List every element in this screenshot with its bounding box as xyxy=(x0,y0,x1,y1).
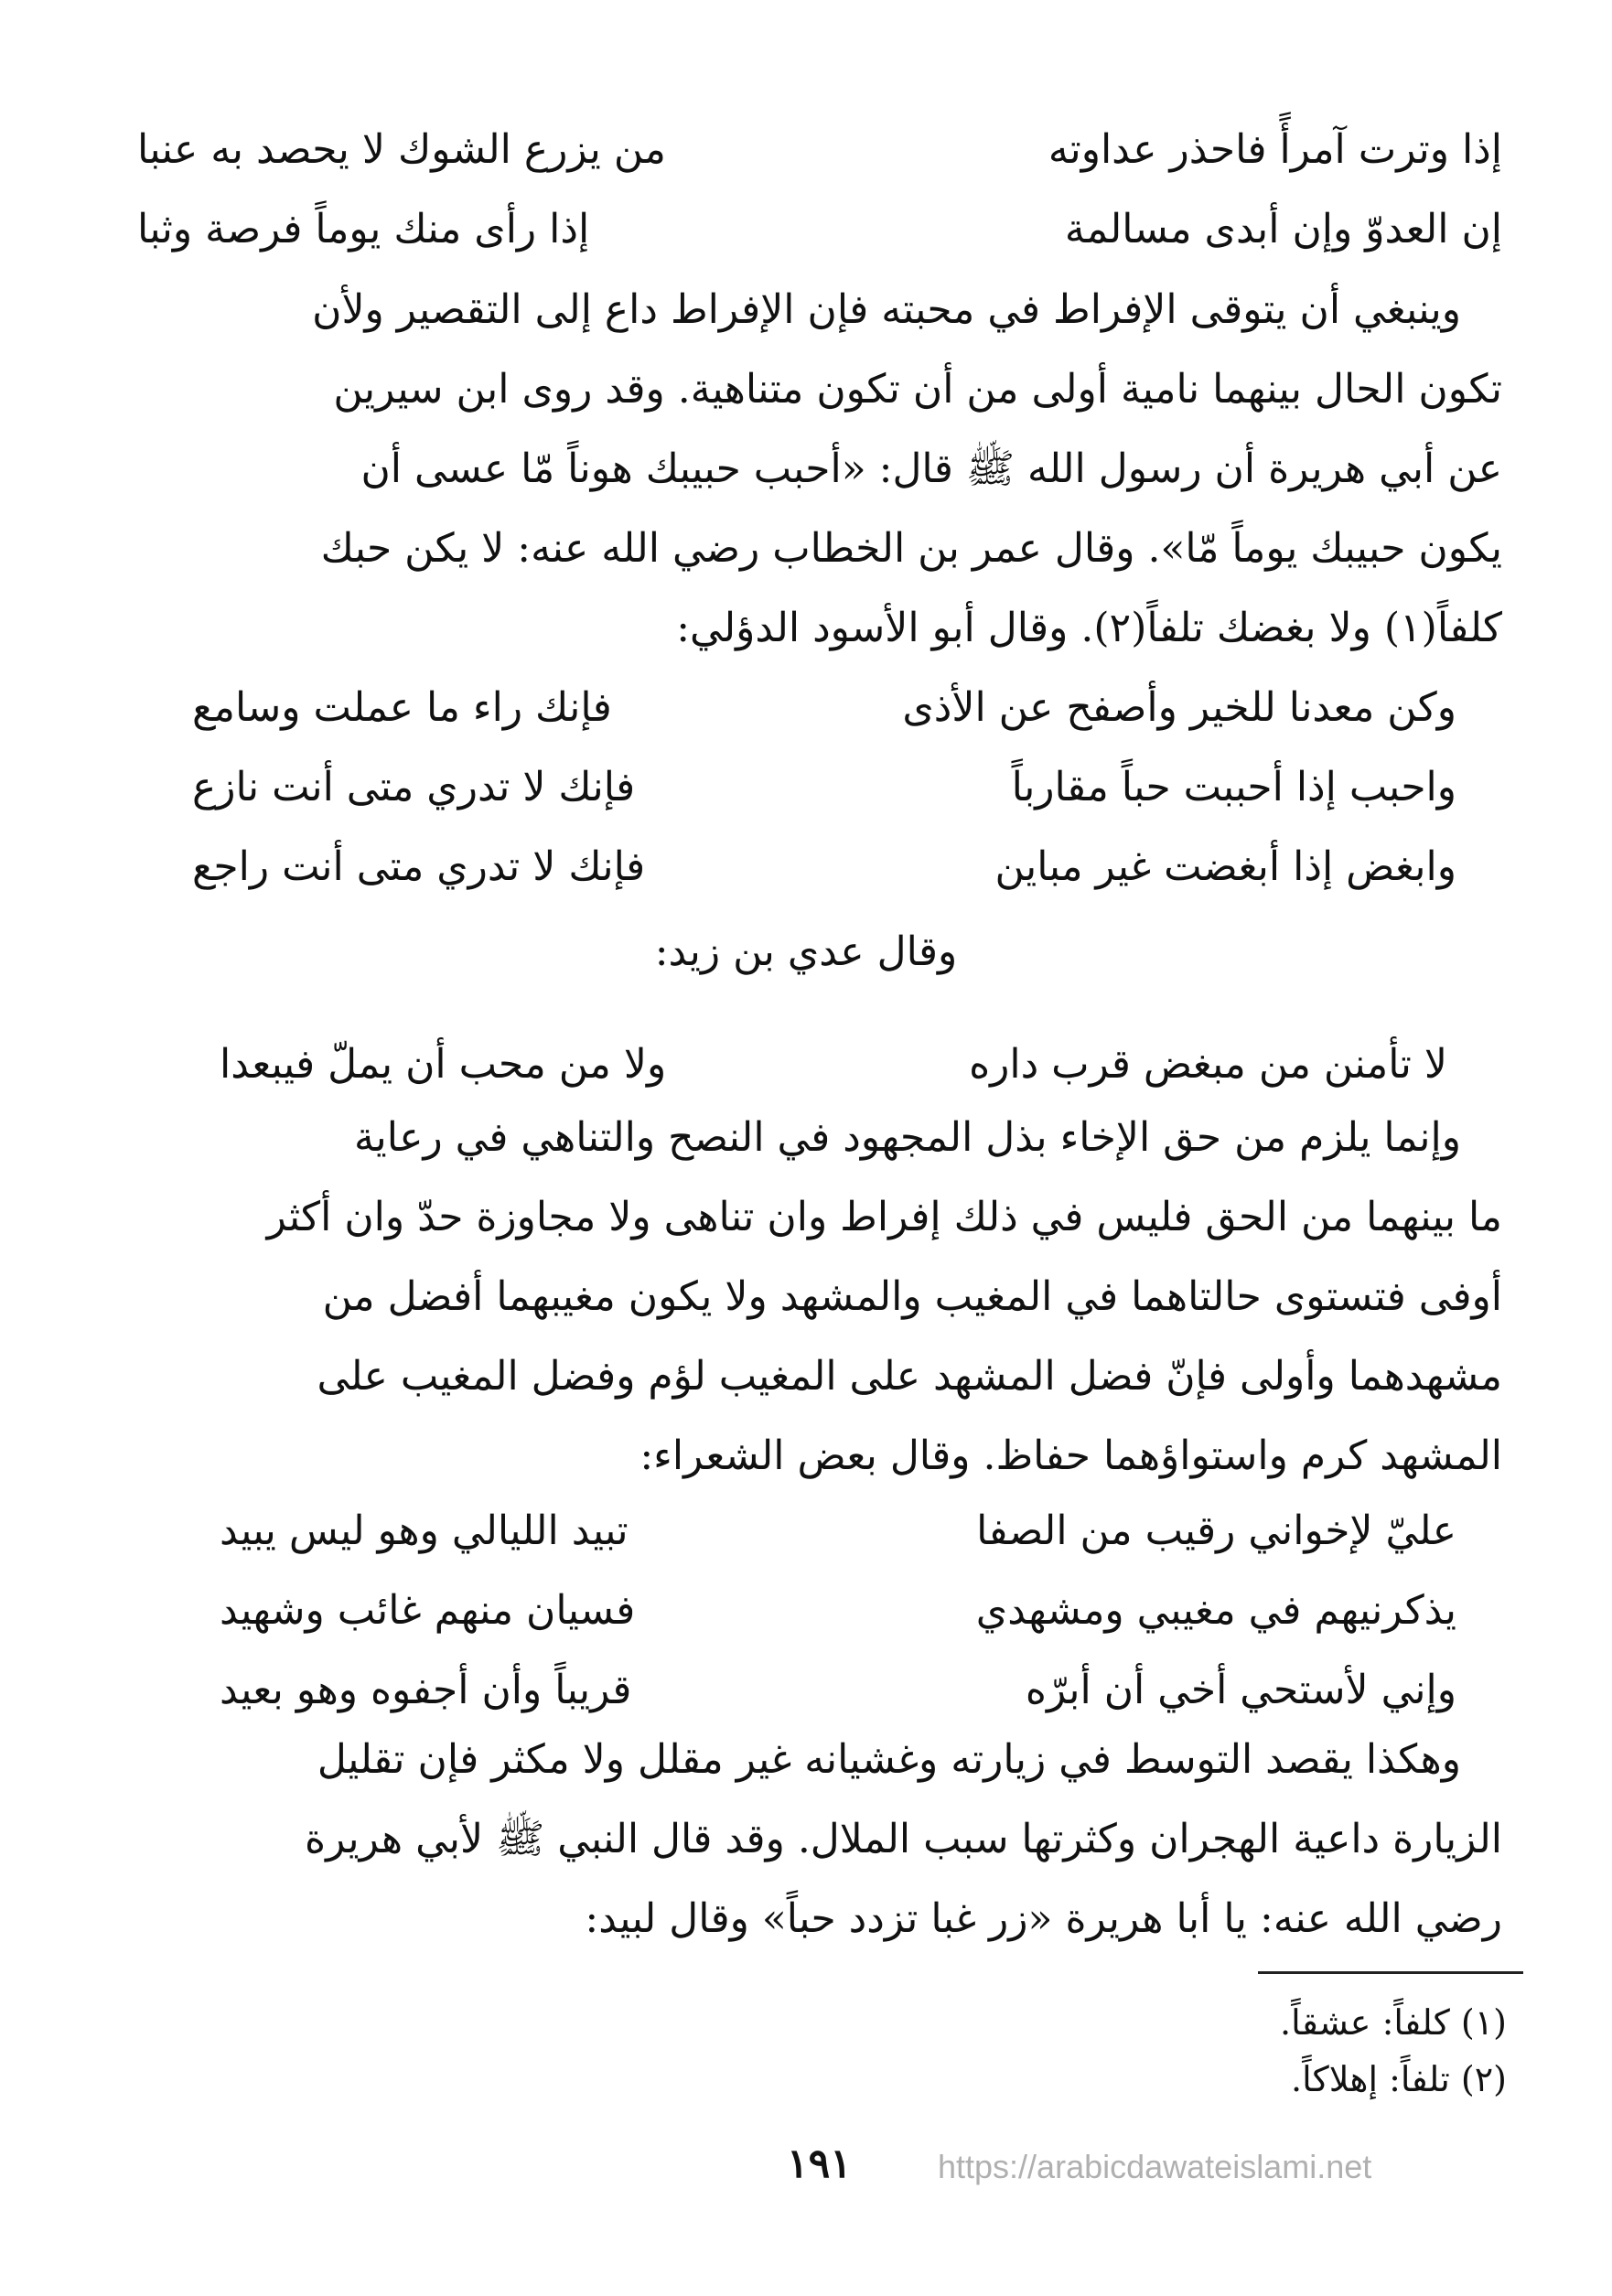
verse-first-hemistich: وكن معدنا للخير وأصفح عن الأذى xyxy=(902,684,1456,731)
text-line: كلفاً(١) ولا بغضك تلفاً(٢). وقال أبو الأسود الدؤلي: xyxy=(676,605,1502,651)
section-heading: وقال عدي بن زيد: xyxy=(654,928,958,975)
verse-first-hemistich: إن العدوّ وإن أبدى مسالمة xyxy=(1064,206,1502,252)
text-line: مشهدهما وأولى فإنّ فضل المشهد على المغيب لؤم وفضل المغيب على xyxy=(317,1353,1502,1400)
verse-second-hemistich: قريباً وأن أجفوه وهو بعيد xyxy=(220,1667,632,1713)
verse-line xyxy=(137,189,1502,269)
text-line: عن أبي هريرة أن رسول الله ﷺ قال: «أحبب حبيبك هوناً مّا عسى أن xyxy=(360,445,1502,492)
verse-first-hemistich: وإني لأستحي أخي أن أبرّه xyxy=(1025,1667,1456,1713)
verse-line xyxy=(220,1025,1447,1104)
footnote-divider xyxy=(1258,1971,1523,1974)
paragraph-1 xyxy=(137,270,1502,668)
verse-second-hemistich: فسيان منهم غائب وشهيد xyxy=(220,1587,636,1634)
page-number: ١٩١ xyxy=(787,2140,852,2187)
footnotes xyxy=(1280,1994,1507,2108)
verse-first-hemistich: إذا وترت آمرأً فاحذر عداوته xyxy=(1048,126,1502,173)
paragraph-2 xyxy=(137,1098,1502,1496)
verse-second-hemistich: تبيد الليالي وهو ليس يبيد xyxy=(220,1507,629,1554)
paragraph-3 xyxy=(137,1720,1502,1958)
verse-line xyxy=(192,668,1456,747)
verse-block-top xyxy=(137,110,1502,269)
verse-line xyxy=(137,110,1502,189)
verse-second-hemistich: فإنك راء ما عملت وسامع xyxy=(192,684,612,731)
text-line: وينبغي أن يتوقى الإفراط في محبته فإن الإفراط داع إلى التقصير ولأن xyxy=(312,286,1461,333)
verse-line xyxy=(220,1650,1456,1730)
footnote: (١) كلفاً: عشقاً. xyxy=(1280,2002,1507,2043)
verse-first-hemistich: يذكرنيهم في مغيبي ومشهدي xyxy=(975,1587,1456,1634)
watermark-url: https://arabicdawateislami.net xyxy=(938,2148,1372,2185)
verse-block-adi xyxy=(220,1025,1447,1104)
verse-line xyxy=(220,1491,1456,1571)
footnote: (٢) تلفاً: إهلاكاً. xyxy=(1290,2059,1507,2099)
verse-block-poets xyxy=(220,1491,1456,1730)
text-line: وإنما يلزم من حق الإخاء بذل المجهود في النصح والتناهي في رعاية xyxy=(353,1114,1461,1161)
verse-line xyxy=(192,827,1456,907)
text-line: وهكذا يقصد التوسط في زيارته وغشيانه غير مقلل ولا مكثر فإن تقليل xyxy=(317,1736,1461,1783)
text-line: أوفى فتستوى حالتاهما في المغيب والمشهد ولا يكون مغيبهما أفضل من xyxy=(322,1273,1502,1320)
text-line: الزيارة داعية الهجران وكثرتها سبب الملال. وقد قال النبي ﷺ لأبي هريرة xyxy=(305,1816,1502,1862)
verse-second-hemistich: فإنك لا تدري متى أنت نازع xyxy=(192,764,636,810)
text-line: تكون الحال بينهما نامية أولى من أن تكون متناهية. وقد روى ابن سيرين xyxy=(333,366,1502,413)
verse-first-hemistich: عليّ لإخواني رقيب من الصفا xyxy=(976,1507,1456,1554)
verse-second-hemistich: إذا رأى منك يوماً فرصة وثبا xyxy=(137,206,590,252)
verse-first-hemistich: واحبب إذا أحببت حباً مقارباً xyxy=(1011,764,1456,810)
text-line: رضي الله عنه: يا أبا هريرة «زر غبا تزدد حباً» وقال لبيد: xyxy=(585,1895,1502,1942)
verse-first-hemistich: لا تأمنن من مبغض قرب داره xyxy=(969,1041,1447,1088)
verse-block-duali xyxy=(192,668,1456,907)
text-line: المشهد كرم واستواؤهما حفاظ. وقال بعض الشعراء: xyxy=(639,1432,1502,1479)
verse-first-hemistich: وابغض إذا أبغضت غير مباين xyxy=(994,843,1456,890)
verse-second-hemistich: ولا من محب أن يملّ فيبعدا xyxy=(220,1041,667,1088)
verse-line xyxy=(220,1571,1456,1650)
verse-second-hemistich: من يزرع الشوك لا يحصد به عنبا xyxy=(137,126,666,173)
text-line: يكون حبيبك يوماً مّا». وقال عمر بن الخطاب رضي الله عنه: لا يكن حبك xyxy=(320,525,1502,572)
verse-second-hemistich: فإنك لا تدري متى أنت راجع xyxy=(192,843,646,890)
verse-line xyxy=(192,747,1456,827)
text-line: ما بينهما من الحق فليس في ذلك إفراط وان تناهى ولا مجاوزة حدّ وان أكثر xyxy=(266,1194,1502,1240)
